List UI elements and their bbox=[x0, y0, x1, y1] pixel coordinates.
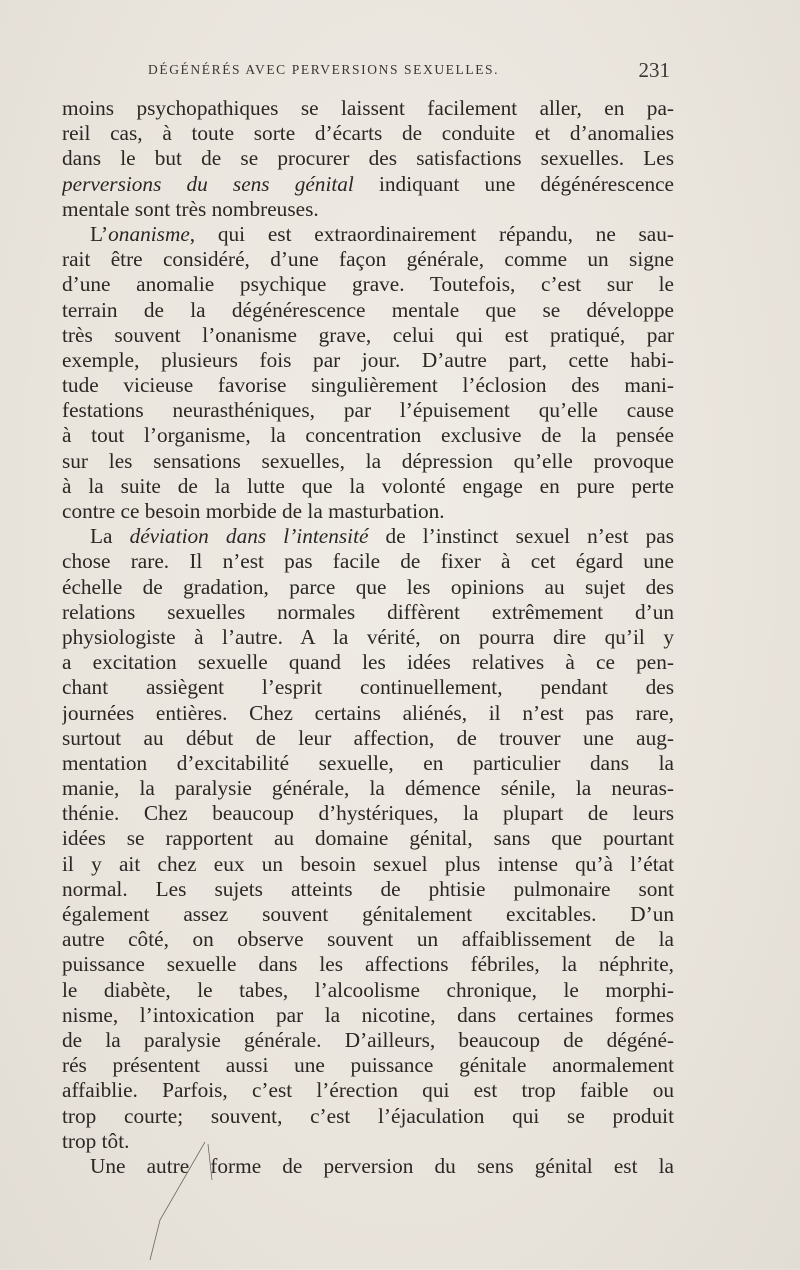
italic-text: déviation dans l’intensité bbox=[129, 524, 369, 549]
text-segment: tude vicieuse favorise singulièrement l’éclosion des mani- bbox=[62, 373, 674, 398]
text-line bbox=[62, 373, 674, 398]
text-segment: normal. Les sujets atteints de phtisie pulmonaire sont bbox=[62, 876, 674, 901]
italic-text: perversions du sens génital bbox=[62, 171, 354, 196]
text-segment: chose rare. Il n’est pas facile de fixer à cet égard une bbox=[62, 549, 674, 574]
page-header bbox=[62, 60, 674, 84]
text-line bbox=[62, 877, 674, 902]
text-line bbox=[62, 549, 674, 574]
text-segment: très souvent l’onanisme grave, celui qui est pratiqué, par bbox=[62, 322, 674, 347]
italic-text: onanisme bbox=[108, 221, 190, 246]
text-segment: indiquant une dégénérescence bbox=[353, 171, 674, 196]
text-segment: de la paralysie générale. D’ailleurs, beaucoup de dégéné- bbox=[62, 1027, 674, 1052]
text-segment: trop tôt. bbox=[62, 1128, 130, 1153]
running-head: DÉGÉNÉRÉS AVEC PERVERSIONS SEXUELLES. bbox=[148, 62, 500, 77]
text-line bbox=[62, 398, 674, 423]
text-line bbox=[62, 423, 674, 448]
text-line bbox=[62, 701, 674, 726]
text-segment: trop courte; souvent, c’est l’éjaculation qui se produit bbox=[62, 1103, 674, 1128]
text-segment: sur les sensations sexuelles, la dépression qu’elle provoque bbox=[62, 448, 674, 473]
text-segment: journées entières. Chez certains aliénés, il n’est pas rare, bbox=[62, 700, 674, 725]
text-segment: affaiblie. Parfois, c’est l’érection qui est trop faible ou bbox=[62, 1078, 674, 1103]
text-segment: échelle de gradation, parce que les opinions au sujet des bbox=[62, 574, 674, 599]
text-line bbox=[62, 323, 674, 348]
text-line bbox=[62, 801, 674, 826]
text-segment: Une autre forme de perversion du sens génital est la bbox=[90, 1153, 674, 1178]
text-line bbox=[62, 826, 674, 851]
text-segment: L’ bbox=[90, 221, 109, 246]
text-line bbox=[62, 675, 674, 700]
text-segment: nisme, l’intoxication par la nicotine, dans certaines formes bbox=[62, 1002, 674, 1027]
text-line bbox=[62, 902, 674, 927]
text-line bbox=[62, 1053, 674, 1078]
text-segment: reil cas, à toute sorte d’écarts de conduite et d’anomalies bbox=[62, 121, 674, 146]
text-line bbox=[62, 852, 674, 877]
text-segment: à la suite de la lutte que la volonté engage en pure perte bbox=[62, 473, 674, 498]
text-line bbox=[62, 978, 674, 1003]
text-line bbox=[62, 1028, 674, 1053]
text-segment: de l’instinct sexuel n’est pas bbox=[368, 524, 674, 549]
text-line bbox=[62, 575, 674, 600]
text-line bbox=[62, 625, 674, 650]
text-line bbox=[62, 272, 674, 297]
text-segment: dans le but de se procurer des satisfactions sexuelles. Les bbox=[62, 146, 674, 171]
text-segment: physiologiste à l’autre. A la vérité, on pourra dire qu’il y bbox=[62, 624, 674, 649]
text-line bbox=[62, 600, 674, 625]
text-segment: moins psychopathiques se laissent facilement aller, en pa- bbox=[62, 96, 674, 120]
text-line bbox=[62, 172, 674, 197]
text-line bbox=[62, 927, 674, 952]
text-segment: rés présentent aussi une puissance génitale anormalement bbox=[62, 1053, 674, 1078]
text-line bbox=[62, 776, 674, 801]
text-line bbox=[62, 146, 674, 171]
text-line bbox=[62, 751, 674, 776]
text-segment: mentale sont très nombreuses. bbox=[62, 196, 319, 221]
text-line bbox=[62, 449, 674, 474]
text-segment: à tout l’organisme, la concentration exclusive de la pensée bbox=[62, 423, 674, 448]
text-segment: thénie. Chez beaucoup d’hystériques, la plupart de leurs bbox=[62, 801, 674, 826]
text-segment: mentation d’excitabilité sexuelle, en particulier dans la bbox=[62, 750, 674, 775]
text-segment: surtout au début de leur affection, de trouver une aug- bbox=[62, 725, 674, 750]
text-segment: autre côté, on observe souvent un affaiblissement de la bbox=[62, 927, 674, 952]
text-segment: d’une anomalie psychique grave. Toutefois, c’est sur le bbox=[62, 272, 674, 297]
text-segment: relations sexuelles normales diffèrent extrêmement d’un bbox=[62, 599, 674, 624]
text-line bbox=[62, 499, 674, 524]
text-line bbox=[62, 222, 674, 247]
text-segment: exemple, plusieurs fois par jour. D’autre part, cette habi- bbox=[62, 347, 674, 372]
text-line bbox=[62, 952, 674, 977]
body-text bbox=[62, 96, 674, 1179]
text-segment: idées se rapportent au domaine génital, sans que pourtant bbox=[62, 826, 674, 851]
text-line bbox=[62, 1104, 674, 1129]
text-line bbox=[62, 650, 674, 675]
text-line bbox=[62, 96, 674, 121]
text-segment: La bbox=[90, 524, 130, 549]
text-segment: chant assiègent l’esprit continuellement, pendant des bbox=[62, 675, 674, 700]
pencil-mark bbox=[120, 1140, 240, 1270]
text-line bbox=[62, 298, 674, 323]
text-line bbox=[62, 726, 674, 751]
text-segment: , qui est extraordinairement répandu, ne sau- bbox=[189, 221, 674, 246]
text-segment: rait être considéré, d’une façon générale, comme un signe bbox=[62, 247, 674, 272]
text-segment: festations neurasthéniques, par l’épuisement qu’elle cause bbox=[62, 398, 674, 423]
text-line bbox=[62, 348, 674, 373]
text-segment: également assez souvent génitalement excitables. D’un bbox=[62, 902, 674, 926]
text-line bbox=[62, 474, 674, 499]
text-segment: manie, la paralysie générale, la démence sénile, la neuras- bbox=[62, 776, 674, 801]
text-segment: le diabète, le tabes, l’alcoolisme chronique, le morphi- bbox=[62, 977, 674, 1002]
page-number: 231 bbox=[638, 58, 670, 82]
text-segment: a excitation sexuelle quand les idées relatives à ce pen- bbox=[62, 650, 674, 675]
text-segment: terrain de la dégénérescence mentale que se développe bbox=[62, 297, 674, 322]
text-line bbox=[62, 1078, 674, 1103]
text-segment: contre ce besoin morbide de la masturbation. bbox=[62, 499, 445, 523]
text-line bbox=[62, 247, 674, 272]
text-line bbox=[62, 197, 674, 222]
text-line bbox=[62, 121, 674, 146]
text-line bbox=[62, 524, 674, 549]
text-line bbox=[62, 1003, 674, 1028]
text-segment: puissance sexuelle dans les affections fébriles, la néphrite, bbox=[62, 952, 674, 977]
text-segment: il y ait chez eux un besoin sexuel plus intense qu’à l’état bbox=[62, 851, 674, 876]
